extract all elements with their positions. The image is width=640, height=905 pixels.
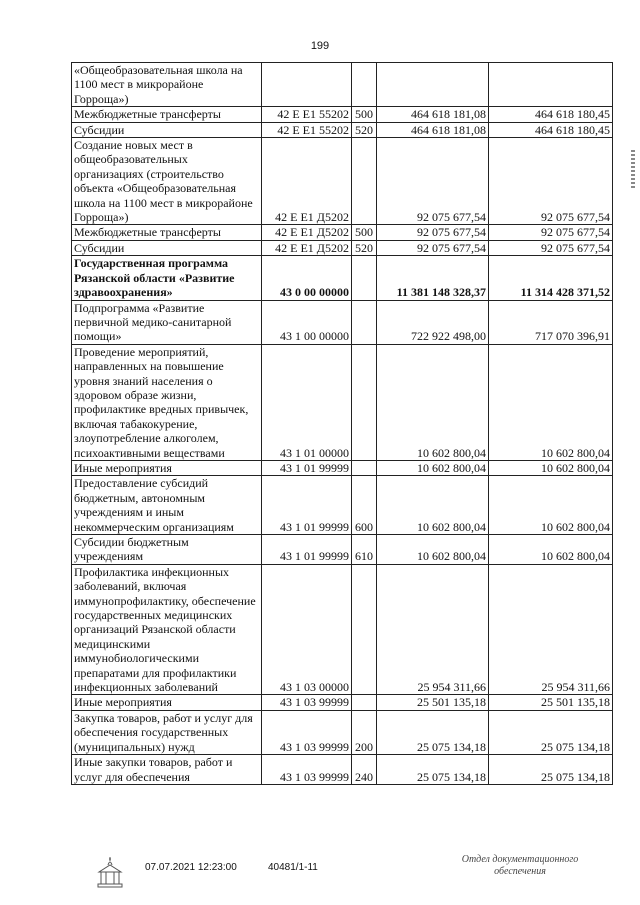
row-name: Межбюджетные трансферты <box>72 225 262 240</box>
duma-emblem-icon <box>92 856 128 890</box>
row-name: Межбюджетные трансферты <box>72 107 262 122</box>
table-row <box>72 344 613 460</box>
table-row <box>72 564 613 695</box>
table-row <box>72 695 613 710</box>
row-name: Создание новых мест в общеобразовательных организациях (строительство объекта «Общеобразовательная школа на 1100 мест в микрорайоне Горроща») <box>72 138 262 225</box>
row-type <box>352 695 377 710</box>
row-code: 43 1 01 00000 <box>262 344 352 460</box>
stamp-line-2: обеспечения <box>494 866 546 877</box>
row-value-1: 10 602 800,04 <box>377 344 489 460</box>
row-value-1: 25 075 134,18 <box>377 755 489 785</box>
row-value-2: 10 602 800,04 <box>489 476 613 535</box>
row-name: Подпрограмма «Развитие первичной медико-санитарной помощи» <box>72 300 262 344</box>
row-type <box>352 460 377 475</box>
table-row <box>72 300 613 344</box>
row-value-1: 25 501 135,18 <box>377 695 489 710</box>
row-type: 500 <box>352 107 377 122</box>
row-value-2: 464 618 180,45 <box>489 122 613 137</box>
row-name: Предоставление субсидий бюджетным, автономным учреждениям и иным некоммерческим организациям <box>72 476 262 535</box>
footer-reg-number: 40481/1-11 <box>268 862 318 873</box>
table-row <box>72 755 613 785</box>
stamp-line-1: Отдел документационного <box>461 854 579 865</box>
table-row <box>72 256 613 300</box>
row-code: 43 1 01 99999 <box>262 535 352 565</box>
page-number: 199 <box>310 40 330 52</box>
row-value-2: 25 075 134,18 <box>489 755 613 785</box>
department-stamp <box>440 854 600 878</box>
table-row <box>72 63 613 107</box>
row-name: Иные закупки товаров, работ и услуг для обеспечения <box>72 755 262 785</box>
footer <box>0 856 640 896</box>
table-row <box>72 710 613 754</box>
row-code: 43 1 03 99999 <box>262 695 352 710</box>
row-type: 500 <box>352 225 377 240</box>
row-code: 42 Е Е1 55202 <box>262 122 352 137</box>
row-value-1: 92 075 677,54 <box>377 225 489 240</box>
row-name: Государственная программа Рязанской области «Развитие здравоохранения» <box>72 256 262 300</box>
row-value-2: 464 618 180,45 <box>489 107 613 122</box>
row-value-2: 25 501 135,18 <box>489 695 613 710</box>
row-value-1: 464 618 181,08 <box>377 107 489 122</box>
row-value-2: 10 602 800,04 <box>489 460 613 475</box>
row-value-2: 92 075 677,54 <box>489 225 613 240</box>
row-name: Субсидии бюджетным учреждениям <box>72 535 262 565</box>
row-type <box>352 138 377 225</box>
row-code: 42 Е Е1 55202 <box>262 107 352 122</box>
table-row <box>72 122 613 137</box>
row-type: 240 <box>352 755 377 785</box>
row-value-1: 722 922 498,00 <box>377 300 489 344</box>
row-value-2: 10 602 800,04 <box>489 535 613 565</box>
row-value-2 <box>489 63 613 107</box>
row-type: 600 <box>352 476 377 535</box>
row-code: 42 Е Е1 Д5202 <box>262 240 352 255</box>
row-value-1: 25 954 311,66 <box>377 564 489 695</box>
row-code: 43 1 01 99999 <box>262 460 352 475</box>
row-value-2: 92 075 677,54 <box>489 138 613 225</box>
row-value-2: 25 075 134,18 <box>489 710 613 754</box>
row-type <box>352 564 377 695</box>
table-row <box>72 476 613 535</box>
row-type <box>352 300 377 344</box>
row-code: 42 Е Е1 Д5202 <box>262 225 352 240</box>
budget-table <box>71 62 613 785</box>
budget-table-body <box>72 63 613 785</box>
row-type <box>352 63 377 107</box>
row-code: 43 1 03 99999 <box>262 710 352 754</box>
row-value-2: 92 075 677,54 <box>489 240 613 255</box>
row-value-2: 10 602 800,04 <box>489 344 613 460</box>
row-value-1: 10 602 800,04 <box>377 476 489 535</box>
row-type: 520 <box>352 240 377 255</box>
row-value-1 <box>377 63 489 107</box>
row-value-2: 717 070 396,91 <box>489 300 613 344</box>
row-type: 200 <box>352 710 377 754</box>
table-row <box>72 240 613 255</box>
row-value-1: 464 618 181,08 <box>377 122 489 137</box>
row-code: 43 1 00 00000 <box>262 300 352 344</box>
table-row <box>72 107 613 122</box>
row-code: 42 Е Е1 Д5202 <box>262 138 352 225</box>
row-code: 43 1 03 99999 <box>262 755 352 785</box>
row-code: 43 0 00 00000 <box>262 256 352 300</box>
margin-scan-mark <box>631 150 635 190</box>
row-type <box>352 344 377 460</box>
table-row <box>72 225 613 240</box>
row-value-1: 10 602 800,04 <box>377 460 489 475</box>
row-code: 43 1 01 99999 <box>262 476 352 535</box>
row-value-1: 25 075 134,18 <box>377 710 489 754</box>
row-name: Закупка товаров, работ и услуг для обеспечения государственных (муниципальных) нужд <box>72 710 262 754</box>
row-value-1: 11 381 148 328,37 <box>377 256 489 300</box>
row-type <box>352 256 377 300</box>
row-name: Профилактика инфекционных заболеваний, включая иммунопрофилактику, обеспечение государственных медицинских организаций Рязанской области медицинскими иммунобиологическими препаратами для профилактики инфекционных заболеваний <box>72 564 262 695</box>
row-type: 520 <box>352 122 377 137</box>
row-code <box>262 63 352 107</box>
row-value-2: 25 954 311,66 <box>489 564 613 695</box>
row-name: Субсидии <box>72 240 262 255</box>
table-row <box>72 138 613 225</box>
row-value-1: 92 075 677,54 <box>377 240 489 255</box>
row-type: 610 <box>352 535 377 565</box>
row-name: Иные мероприятия <box>72 695 262 710</box>
row-value-1: 10 602 800,04 <box>377 535 489 565</box>
row-name: Субсидии <box>72 122 262 137</box>
table-row <box>72 535 613 565</box>
footer-datetime: 07.07.2021 12:23:00 <box>145 862 237 873</box>
table-row <box>72 460 613 475</box>
row-code: 43 1 03 00000 <box>262 564 352 695</box>
row-name: Иные мероприятия <box>72 460 262 475</box>
row-value-2: 11 314 428 371,52 <box>489 256 613 300</box>
row-name: «Общеобразовательная школа на 1100 мест в микрорайоне Горроща») <box>72 63 262 107</box>
row-name: Проведение мероприятий, направленных на повышение уровня знаний населения о здоровом образе жизни, профилактике вредных привычек, включая табакокурение, злоупотребление алкоголем, психоактивными веществами <box>72 344 262 460</box>
row-value-1: 92 075 677,54 <box>377 138 489 225</box>
